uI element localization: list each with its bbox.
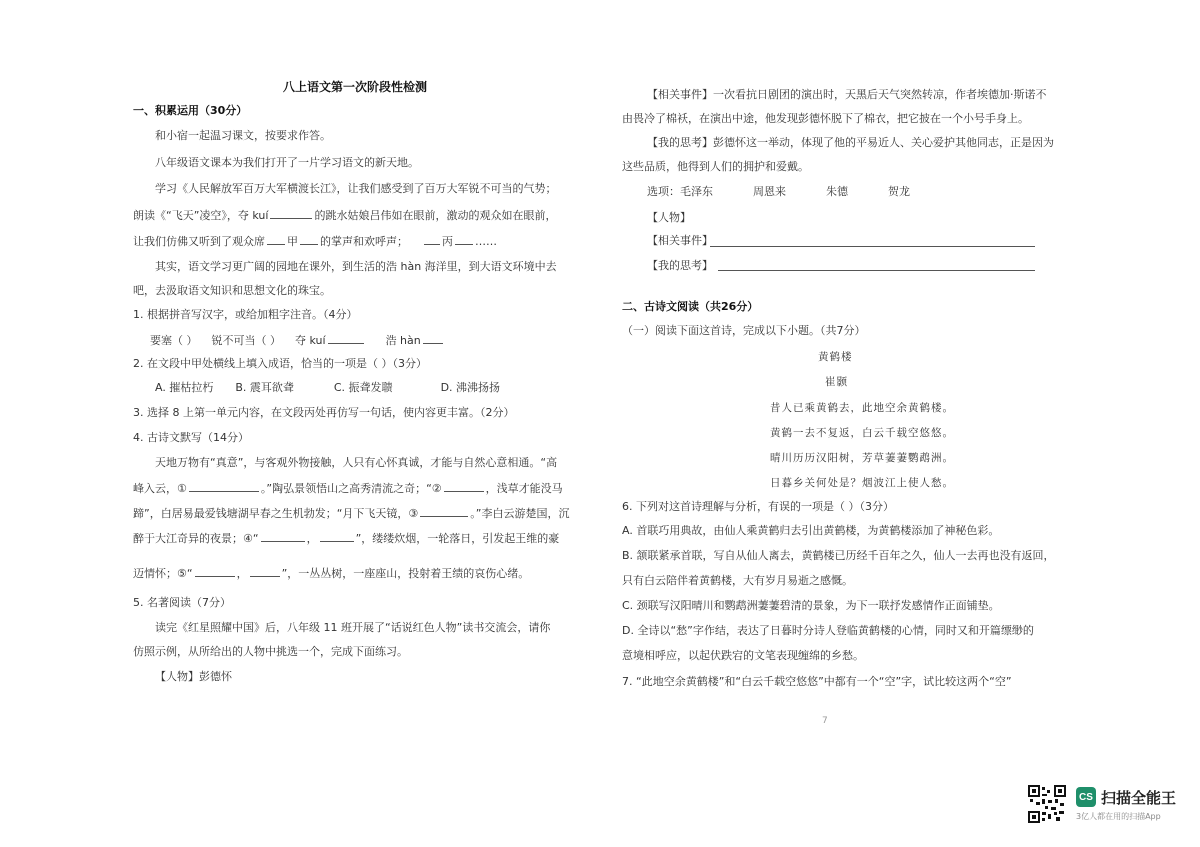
passage-text: “ xyxy=(186,567,193,580)
poem-line: 黄鹤一去不复返，白云千载空悠悠。 xyxy=(770,427,954,439)
option-d: D. 沸沸扬扬 xyxy=(440,381,501,394)
poem-title: 黄鹤楼 xyxy=(818,351,853,363)
option-person: 贺龙 xyxy=(888,185,910,198)
passage-line-4 xyxy=(133,234,497,249)
passage-text: ”，缕缕炊烟，一轮落日，引发起王维的豪 xyxy=(355,532,560,545)
example-thought-line-2: 这些品质，他得到人们的拥护和爱戴。 xyxy=(622,160,809,173)
sub-section-1: （一）阅读下面这首诗，完成以下小题。（共7分） xyxy=(622,324,866,337)
scanner-brand-name: 扫描全能王 xyxy=(1101,789,1177,807)
passage-text: ”，一丛丛树，一座座山，投射着王绩的哀伤心绪。 xyxy=(281,567,530,580)
blank-line xyxy=(189,481,259,492)
option-person: 毛泽东 xyxy=(680,185,713,198)
passage-text: 。”李白云游楚国，沉 xyxy=(470,507,570,520)
answer-line-thought xyxy=(718,270,1035,271)
label-event: 【相关事件】 xyxy=(647,234,713,247)
passage-text: ， xyxy=(236,567,248,580)
qr-code-icon xyxy=(1028,785,1066,823)
blank-number: ② xyxy=(431,482,442,495)
q5-line-2: 仿照示例，从所给出的人物中挑选一个，完成下面练习。 xyxy=(133,645,408,658)
blank-line xyxy=(444,481,484,492)
exam-title: 八上语文第一次阶段性检测 xyxy=(283,80,428,94)
blank-marker-bing: 丙 xyxy=(442,235,453,248)
question-6: 6. 下列对这首诗理解与分析，有误的一项是（ ）（3分） xyxy=(622,500,894,513)
option-c: C. 振聋发聩 xyxy=(333,381,393,394)
option-person: 朱德 xyxy=(826,185,848,198)
poem-line: 晴川历历汉阳树，芳草萋萋鹦鹉洲。 xyxy=(770,452,954,464)
q4-line-2 xyxy=(133,481,563,496)
blank-line xyxy=(320,531,354,542)
q4-line-3 xyxy=(133,506,569,521)
blank-number: ③ xyxy=(408,507,419,520)
blank-line xyxy=(195,566,235,577)
passage-text: 。”陶弘景领悟山之高秀清流之奇；“ xyxy=(260,482,432,495)
q6-option-d-line-1: D. 全诗以“愁”字作结，表达了日暮时分诗人登临黄鹤楼的心情，同时又和开篇缥缈的 xyxy=(622,624,1034,637)
question-1: 1. 根据拼音写汉字，或给加粗字注音。（4分） xyxy=(133,308,358,321)
q6-option-b-line-2: 只有白云陪伴着黄鹤楼，大有岁月易逝之感慨。 xyxy=(622,574,853,587)
example-event-line-1: 【相关事件】一次看抗日剧团的演出时，天黑后天气突然转凉，作者埃德加·斯诺不 xyxy=(647,88,1047,101)
example-thought-line-1: 【我的思考】彭德怀这一举动，体现了他的平易近人、关心爱护其他同志，正是因为 xyxy=(647,136,1054,149)
passage-text: 醉于大江奇异的夜景； xyxy=(133,532,243,545)
section1-heading: 一、积累运用（30分） xyxy=(133,104,248,117)
passage-text: 的掌声和欢呼声； xyxy=(320,235,408,248)
passage-line-2: 学习《人民解放军百万大军横渡长江》，让我们感受到了百万大军锐不可当的气势； xyxy=(155,182,557,195)
blank-line xyxy=(424,234,440,245)
passage-text: 蹄”，白居易最爱钱塘湖早春之生机勃发；“月下飞天镜， xyxy=(133,507,409,520)
word-item: 要塞 xyxy=(150,334,172,347)
blank-line xyxy=(250,566,280,577)
passage-line-6: 吧，去汲取语文知识和思想文化的珠宝。 xyxy=(133,284,331,297)
poem-line: 日暮乡关何处是？烟波江上使人愁。 xyxy=(770,477,954,489)
example-event-line-2: 由畏冷了棉袄，在演出中途，他发现彭德怀脱下了棉衣，把它披在一个小号手身上。 xyxy=(622,112,1029,125)
question-1-items xyxy=(150,333,445,348)
blank-line xyxy=(455,234,473,245)
section2-heading: 二、古诗文阅读（共26分） xyxy=(622,300,759,313)
option-person: 周恩来 xyxy=(753,185,786,198)
q4-line-4 xyxy=(133,531,559,546)
pinyin-prompt: 夺 kuí xyxy=(237,209,269,222)
question-5: 5. 名著阅读（7分） xyxy=(133,596,231,609)
blank-line xyxy=(300,234,318,245)
passage-text: 迈情怀； xyxy=(133,567,177,580)
q4-line-1: 天地万物有“真意”，与客观外物接触，人只有心怀真诚，才能与自然心意相通。“高 xyxy=(155,456,558,469)
question-2: 2. 在文段中甲处横线上填入成语，恰当的一项是（ ）（3分） xyxy=(133,357,427,370)
person-options xyxy=(647,185,910,199)
blank-line xyxy=(267,234,285,245)
question-4: 4. 古诗文默写（14分） xyxy=(133,431,249,444)
blank-number: ⑤ xyxy=(177,567,187,580)
passage-text: ， xyxy=(306,532,318,545)
passage-line-1: 八年级语文课本为我们打开了一片学习语文的新天地。 xyxy=(155,156,419,169)
question-3: 3. 选择 8 上第一单元内容，在文段丙处再仿写一句话，使内容更丰富。（2分） xyxy=(133,406,515,419)
label-person: 【人物】 xyxy=(647,211,691,224)
blank-line xyxy=(270,208,312,219)
scanner-tagline: 3亿人都在用的扫描App xyxy=(1076,812,1161,821)
poem-author: 崔颢 xyxy=(825,376,848,388)
q6-option-b-line-1: B. 颔联紧承首联，写自从仙人离去，黄鹤楼已历经千百年之久，仙人一去再也没有返回， xyxy=(622,549,1055,562)
q6-option-d-line-2: 意境相呼应，以起伏跌宕的文笔表现缠绵的乡愁。 xyxy=(622,649,864,662)
passage-text: 的跳水姑娘吕伟如在眼前，激动的观众如在眼前， xyxy=(314,209,557,222)
q5-example-person: 【人物】彭德怀 xyxy=(155,670,232,683)
blank-marker-jia: 甲 xyxy=(287,235,298,248)
page-number: 7 xyxy=(822,716,828,726)
ellipsis: …… xyxy=(475,235,497,248)
passage-line-3 xyxy=(133,208,556,223)
question-2-options xyxy=(155,381,500,395)
q6-option-a: A. 首联巧用典故，由仙人乘黄鹤归去引出黄鹤楼，为黄鹤楼添加了神秘色彩。 xyxy=(622,524,1000,537)
blank-number: ① xyxy=(177,482,187,495)
poem-line: 昔人已乘黄鹤去，此地空余黄鹤楼。 xyxy=(770,402,954,414)
options-label: 选项： xyxy=(647,185,680,198)
passage-line-5: 其实，语文学习更广阔的园地在课外，到生活的浩 hàn 海洋里，到大语文环境中去 xyxy=(155,260,557,273)
answer-line-event xyxy=(710,246,1035,247)
word-item: 浩 hàn xyxy=(385,334,421,347)
passage-text: 让我们仿佛又听到了观众席 xyxy=(133,235,265,248)
word-item: 夺 kuí xyxy=(295,334,326,347)
q6-option-c: C. 颈联写汉阳晴川和鹦鹉洲萋萋碧清的景象，为下一联抒发感情作正面铺垫。 xyxy=(622,599,1000,612)
blank-line xyxy=(423,333,443,344)
passage-text: “ xyxy=(252,532,259,545)
blank-line xyxy=(328,333,364,344)
passage-text: ，浅草才能没马 xyxy=(485,482,563,495)
scanner-app-icon: CS xyxy=(1076,787,1096,807)
option-a: A. 摧枯拉朽 xyxy=(155,381,214,394)
word-item: 锐不可当 xyxy=(211,334,256,347)
blank-number: ④ xyxy=(243,532,253,545)
answer-paren: （ ） xyxy=(172,334,198,347)
intro-text: 和小宿一起温习课文，按要求作答。 xyxy=(155,129,331,142)
label-thought: 【我的思考】 xyxy=(647,259,713,272)
blank-line xyxy=(420,506,468,517)
blank-line xyxy=(261,531,305,542)
answer-paren: （ ） xyxy=(255,334,281,347)
scanner-watermark xyxy=(1028,785,1178,825)
passage-text: 峰入云， xyxy=(133,482,177,495)
question-7: 7. “此地空余黄鹤楼”和“白云千载空悠悠”中都有一个“空”字，试比较这两个“空” xyxy=(622,675,1012,688)
option-b: B. 震耳欲聋 xyxy=(235,381,294,394)
passage-text: 朗读《“飞天”凌空》， xyxy=(133,209,238,222)
q5-line-1: 读完《红星照耀中国》后，八年级 11 班开展了“话说红色人物”读书交流会，请你 xyxy=(155,621,551,634)
q4-line-5 xyxy=(133,566,529,581)
